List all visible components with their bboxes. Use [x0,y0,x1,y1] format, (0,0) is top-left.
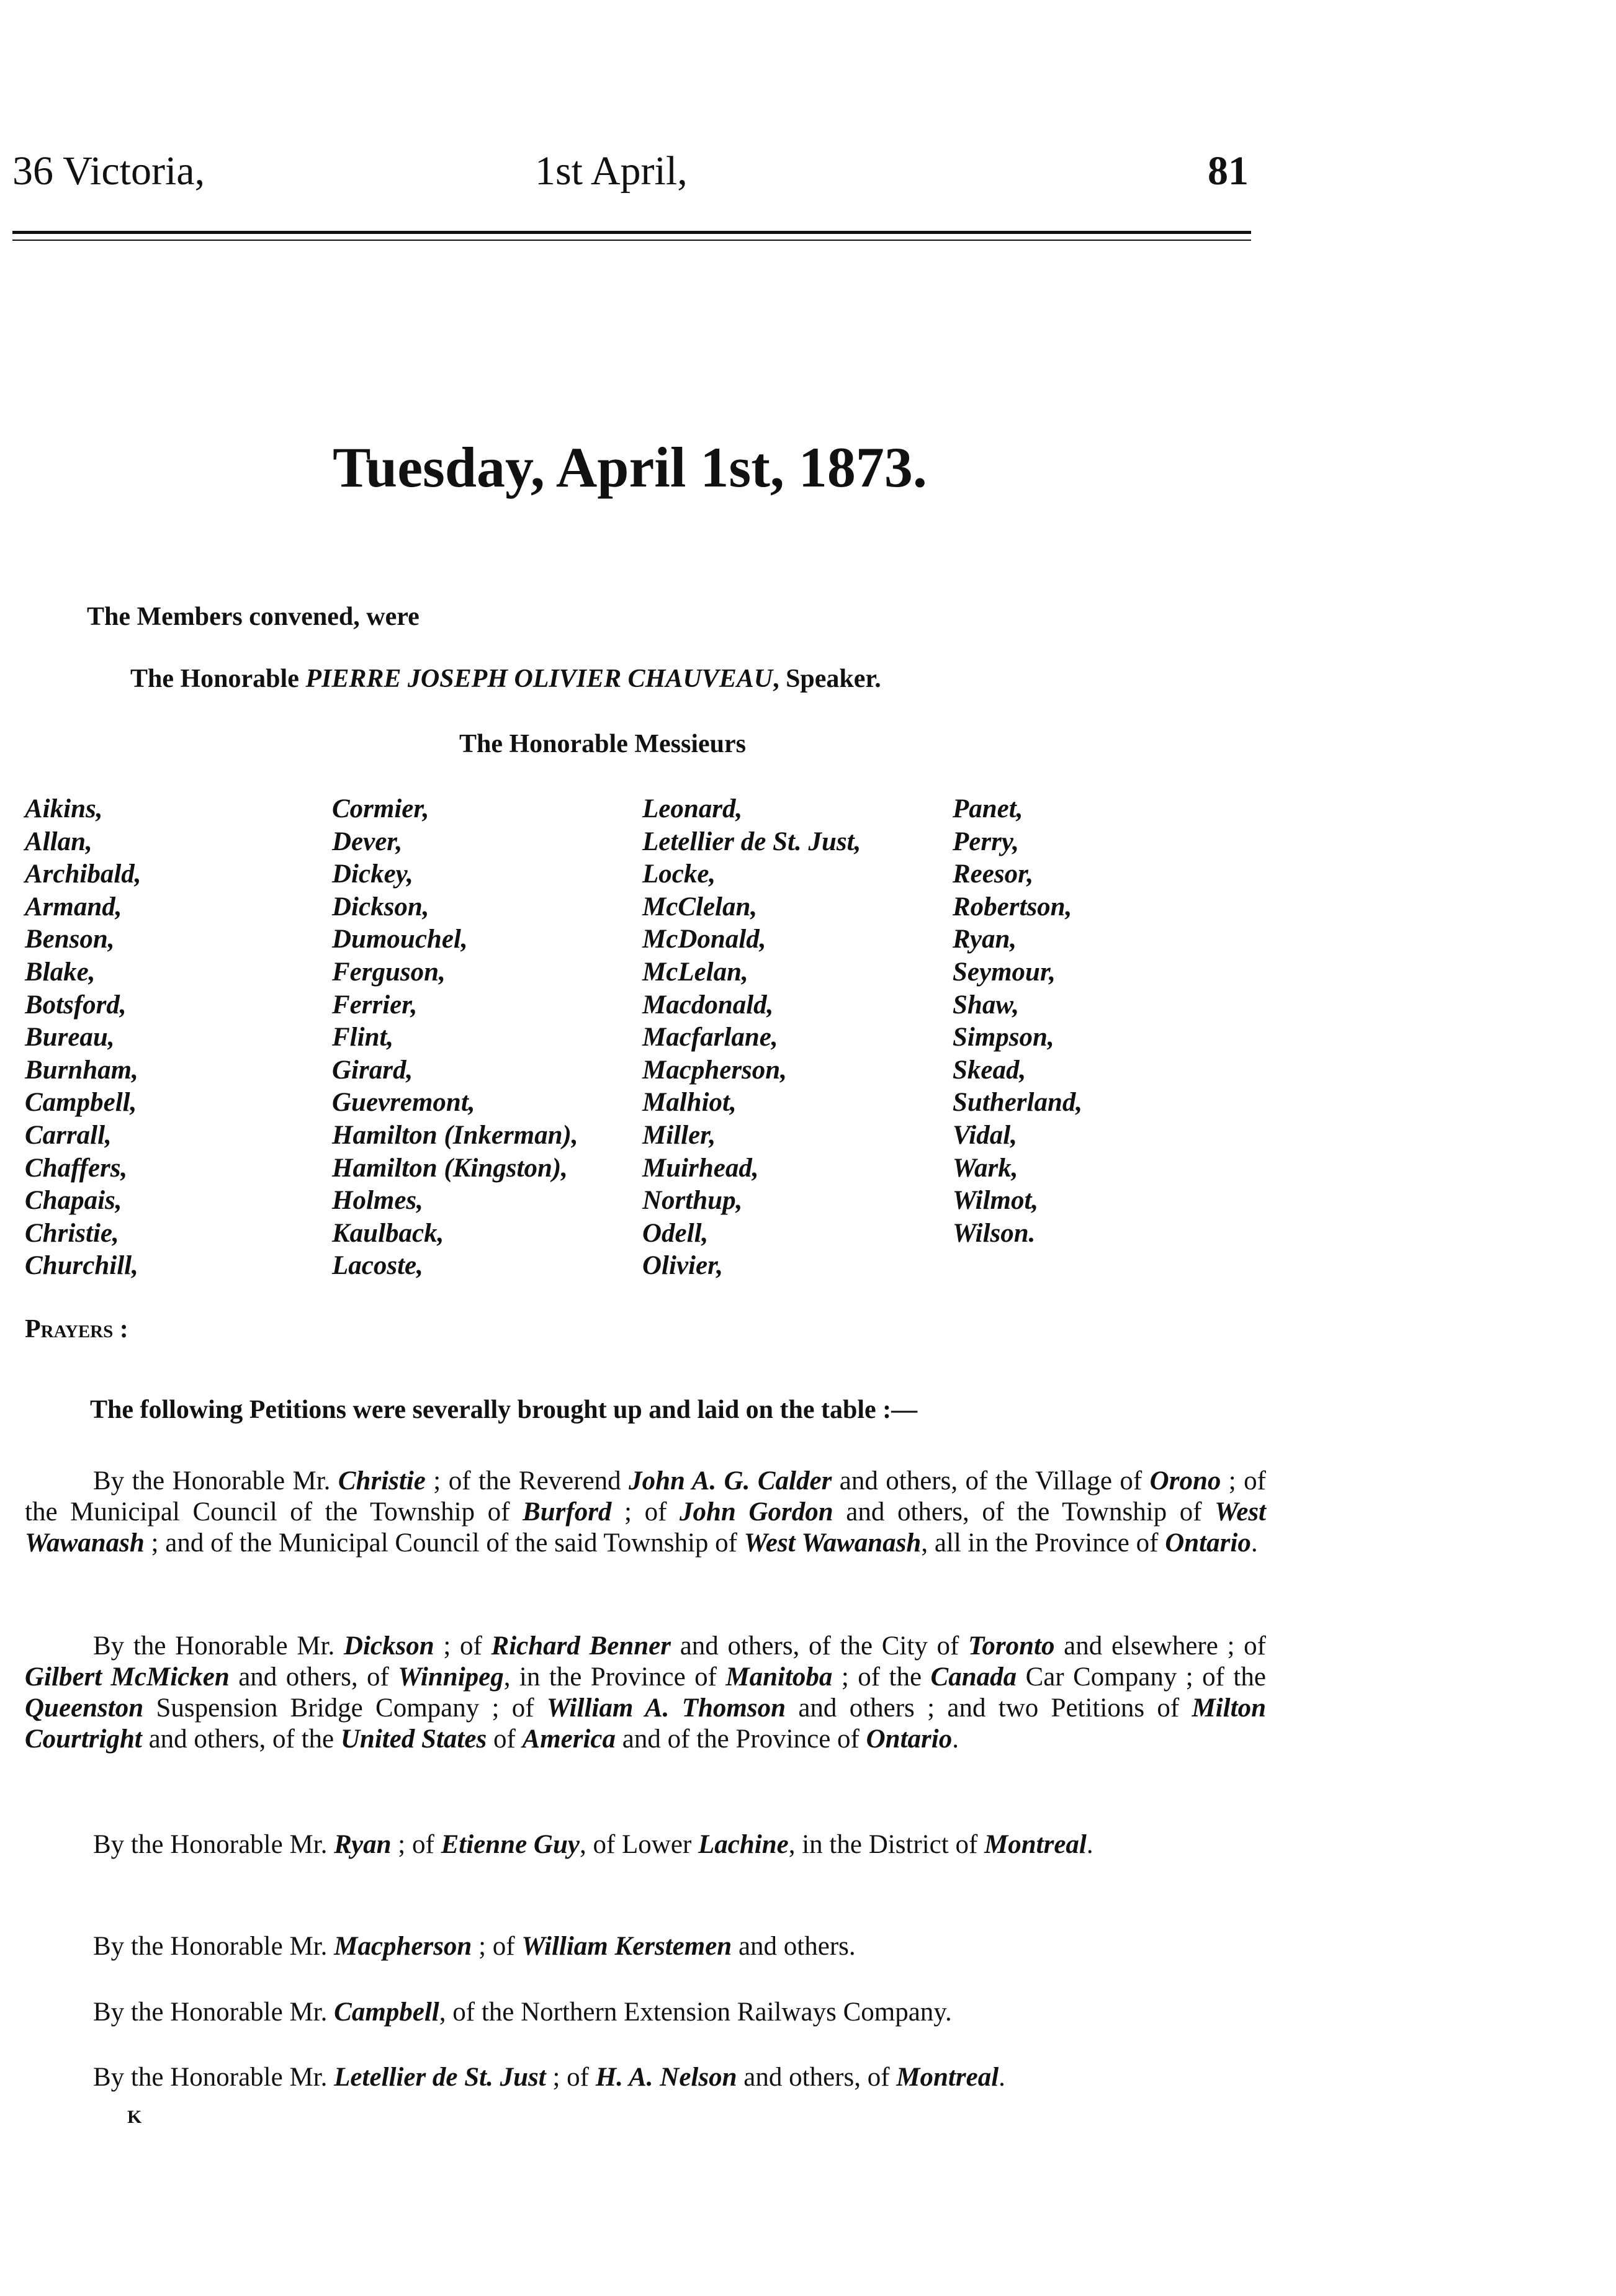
petition-text: ; and of the Municipal Council of the said Township of [144,1528,744,1558]
members-convened-line: The Members convened, were [87,603,420,631]
petition-proper-name: Macpherson [334,1932,472,1961]
member-name: Chaffers, [25,1153,128,1183]
header-rule-thin [12,240,1251,241]
page-number: 81 [1208,148,1249,194]
petition-paragraph-ryan [25,1829,1266,1860]
petition-proper-name: William A. Thomson [546,1693,786,1723]
member-name: Guevremont, [332,1088,475,1118]
member-name: McClelan, [642,892,758,922]
member-name: Vidal, [953,1120,1017,1150]
petition-proper-name: Canada [930,1662,1017,1692]
petition-proper-name: Milton Courtright [25,1693,1266,1754]
petition-text: and elsewhere ; of [1054,1631,1266,1661]
petition-proper-name: United States [340,1724,487,1754]
member-name: Simpson, [953,1023,1054,1052]
member-name: Archibald, [25,859,141,889]
member-name: Locke, [642,859,716,889]
petition-text: , all in the Province of [921,1528,1165,1558]
member-name: Armand, [25,892,122,922]
petition-proper-name: Burford [523,1497,612,1527]
members-column-3 [642,793,861,1283]
petition-text: By the Honorable Mr. [93,1466,338,1496]
petition-proper-name: Christie [338,1466,426,1496]
member-name: Botsford, [25,990,127,1020]
petition-text: and others, of the Township of [833,1497,1215,1527]
member-name: Robertson, [953,892,1072,922]
member-name: Malhiot, [642,1088,737,1118]
petition-text: ; of [472,1932,522,1961]
petition-proper-name: Orono [1149,1466,1221,1496]
petition-paragraph-macpherson [25,1931,1266,1962]
member-name: Sutherland, [953,1088,1083,1118]
member-name: Churchill, [25,1251,138,1281]
member-name: Macfarlane, [642,1023,778,1052]
petition-text: ; of [611,1497,680,1527]
petition-text: ; of [434,1631,492,1661]
member-name: Hamilton (Kingston), [332,1153,568,1183]
petition-text: . [1086,1830,1093,1859]
member-name: Campbell, [25,1088,137,1118]
member-name: Christie, [25,1218,119,1248]
member-name: Miller, [642,1120,716,1150]
members-column-2 [332,793,578,1283]
petition-proper-name: H. A. Nelson [595,2063,737,2092]
petition-proper-name: Etienne Guy [441,1830,580,1859]
member-name: Girard, [332,1055,413,1085]
petition-proper-name: Montreal [896,2063,999,2092]
petition-text: , of Lower [579,1830,699,1859]
petition-proper-name: Campbell [334,1998,439,2027]
member-name: Aikins, [25,794,103,823]
member-name: Ryan, [953,925,1017,954]
member-name: Seymour, [953,957,1056,987]
petition-text: , in the District of [788,1830,985,1859]
petition-text: . [999,2063,1005,2092]
petition-proper-name: Richard Benner [491,1631,671,1661]
speaker-name: PIERRE JOSEPH OLIVIER CHAUVEAU [305,665,773,693]
member-name: Skead, [953,1055,1026,1085]
member-name: Carrall, [25,1120,112,1150]
member-name: Panet, [953,794,1023,823]
member-name: Dumouchel, [332,925,468,954]
petition-paragraph-christie [25,1466,1266,1559]
page-title: Tuesday, April 1st, 1873. [333,436,927,499]
petition-proper-name: Manitoba [725,1662,833,1692]
petition-text: ; of [545,2063,596,2092]
member-name: Benson, [25,925,115,954]
member-name: Flint, [332,1023,394,1052]
member-name: Wilmot, [953,1186,1039,1216]
petition-text: , in the Province of [503,1662,726,1692]
petitions-intro: The following Petitions were severally brought up and laid on the table :— [90,1396,918,1424]
petition-proper-name: Lachine [698,1830,789,1859]
petition-proper-name: William Kerstemen [521,1932,732,1961]
petition-paragraph-letellier [25,2062,1266,2093]
member-name: Hamilton (Inkerman), [332,1120,578,1150]
speaker-line [130,664,881,694]
member-name: Allan, [25,827,92,856]
speaker-prefix: The Honorable [130,665,306,693]
petition-text: and others, of [229,1662,398,1692]
petition-text: and others, of the Village of [832,1466,1150,1496]
member-name: Burnham, [25,1055,138,1085]
petition-proper-name: Toronto [968,1631,1055,1661]
petition-proper-name: Ontario [866,1724,953,1754]
petition-text: ; of [391,1830,441,1859]
member-name: Ferguson, [332,957,446,987]
petition-proper-name: Ryan [334,1830,392,1859]
member-name: Northup, [642,1186,743,1216]
petition-text: . [952,1724,959,1754]
prayers-heading: Prayers : [25,1315,128,1343]
messieurs-heading: The Honorable Messieurs [459,730,746,758]
speaker-suffix: , Speaker. [773,665,881,693]
petition-proper-name: Winnipeg [398,1662,504,1692]
petition-proper-name: Montreal [984,1830,1087,1859]
petition-text: and others. [732,1932,856,1961]
member-name: Blake, [25,957,96,987]
petition-proper-name: Queenston [25,1693,144,1723]
petition-text: ; of the Municipal Council of the Township of [25,1466,1266,1527]
member-name: McDonald, [642,925,766,954]
petition-proper-name: West Wawanash [743,1528,922,1558]
petition-text: and others, of the City of [671,1631,969,1661]
petition-proper-name: John A. G. Calder [629,1466,832,1496]
member-name: Perry, [953,827,1020,856]
petition-text: By the Honorable Mr. [93,1830,334,1859]
petition-proper-name: West Wawanash [25,1497,1266,1558]
petition-text: , of the Northern Extension Railways Company. [439,1998,952,2027]
petition-text: and of the Province of [616,1724,866,1754]
member-name: Holmes, [332,1186,423,1216]
member-name: Bureau, [25,1023,115,1052]
petition-text: By the Honorable Mr. [93,1998,334,2027]
member-name: Dickson, [332,892,429,922]
petition-text: ; of the Reverend [425,1466,629,1496]
petition-proper-name: Dickson [343,1631,434,1661]
petition-proper-name: John Gordon [680,1497,833,1527]
petition-proper-name: Ontario [1165,1528,1251,1558]
running-header-date: 1st April, [535,148,688,194]
petition-text: By the Honorable Mr. [93,1932,334,1961]
members-column-4 [953,793,1082,1250]
member-name: Olivier, [642,1251,724,1281]
petition-text: By the Honorable Mr. [93,2063,334,2092]
member-name: Reesor, [953,859,1034,889]
petition-text: ; of the [832,1662,931,1692]
petition-proper-name: America [522,1724,616,1754]
petition-text: of [487,1724,523,1754]
petition-text: and others, of [737,2063,897,2092]
petition-paragraph-campbell [25,1997,1266,2028]
member-name: Wark, [953,1153,1018,1183]
member-name: Dickey, [332,859,413,889]
member-name: Ferrier, [332,990,418,1020]
member-name: Macdonald, [642,990,774,1020]
member-name: Cormier, [332,794,429,823]
petition-text: By the Honorable Mr. [93,1631,344,1661]
member-name: Shaw, [953,990,1020,1020]
petition-text: and others, of the [141,1724,341,1754]
header-rule-thick [12,231,1251,234]
petition-text: Suspension Bridge Company ; of [143,1693,547,1723]
member-name: Letellier de St. Just, [642,827,861,856]
petition-proper-name: Letellier de St. Just [334,2063,546,2092]
petition-proper-name: Gilbert McMicken [25,1662,230,1692]
member-name: Chapais, [25,1186,122,1216]
member-name: Lacoste, [332,1251,423,1281]
petition-text: Car Company ; of the [1017,1662,1266,1692]
running-header-session: 36 Victoria, [12,148,205,194]
member-name: Wilson. [953,1218,1036,1248]
members-column-1 [25,793,141,1283]
member-name: Kaulback, [332,1218,444,1248]
member-name: McLelan, [642,957,748,987]
member-name: Muirhead, [642,1153,759,1183]
petition-text: and others ; and two Petitions of [786,1693,1192,1723]
petition-paragraph-dickson [25,1631,1266,1755]
petition-text: . [1250,1528,1258,1558]
signature-mark: K [127,2107,142,2127]
member-name: Odell, [642,1218,709,1248]
member-name: Dever, [332,827,403,856]
member-name: Macpherson, [642,1055,787,1085]
member-name: Leonard, [642,794,743,823]
